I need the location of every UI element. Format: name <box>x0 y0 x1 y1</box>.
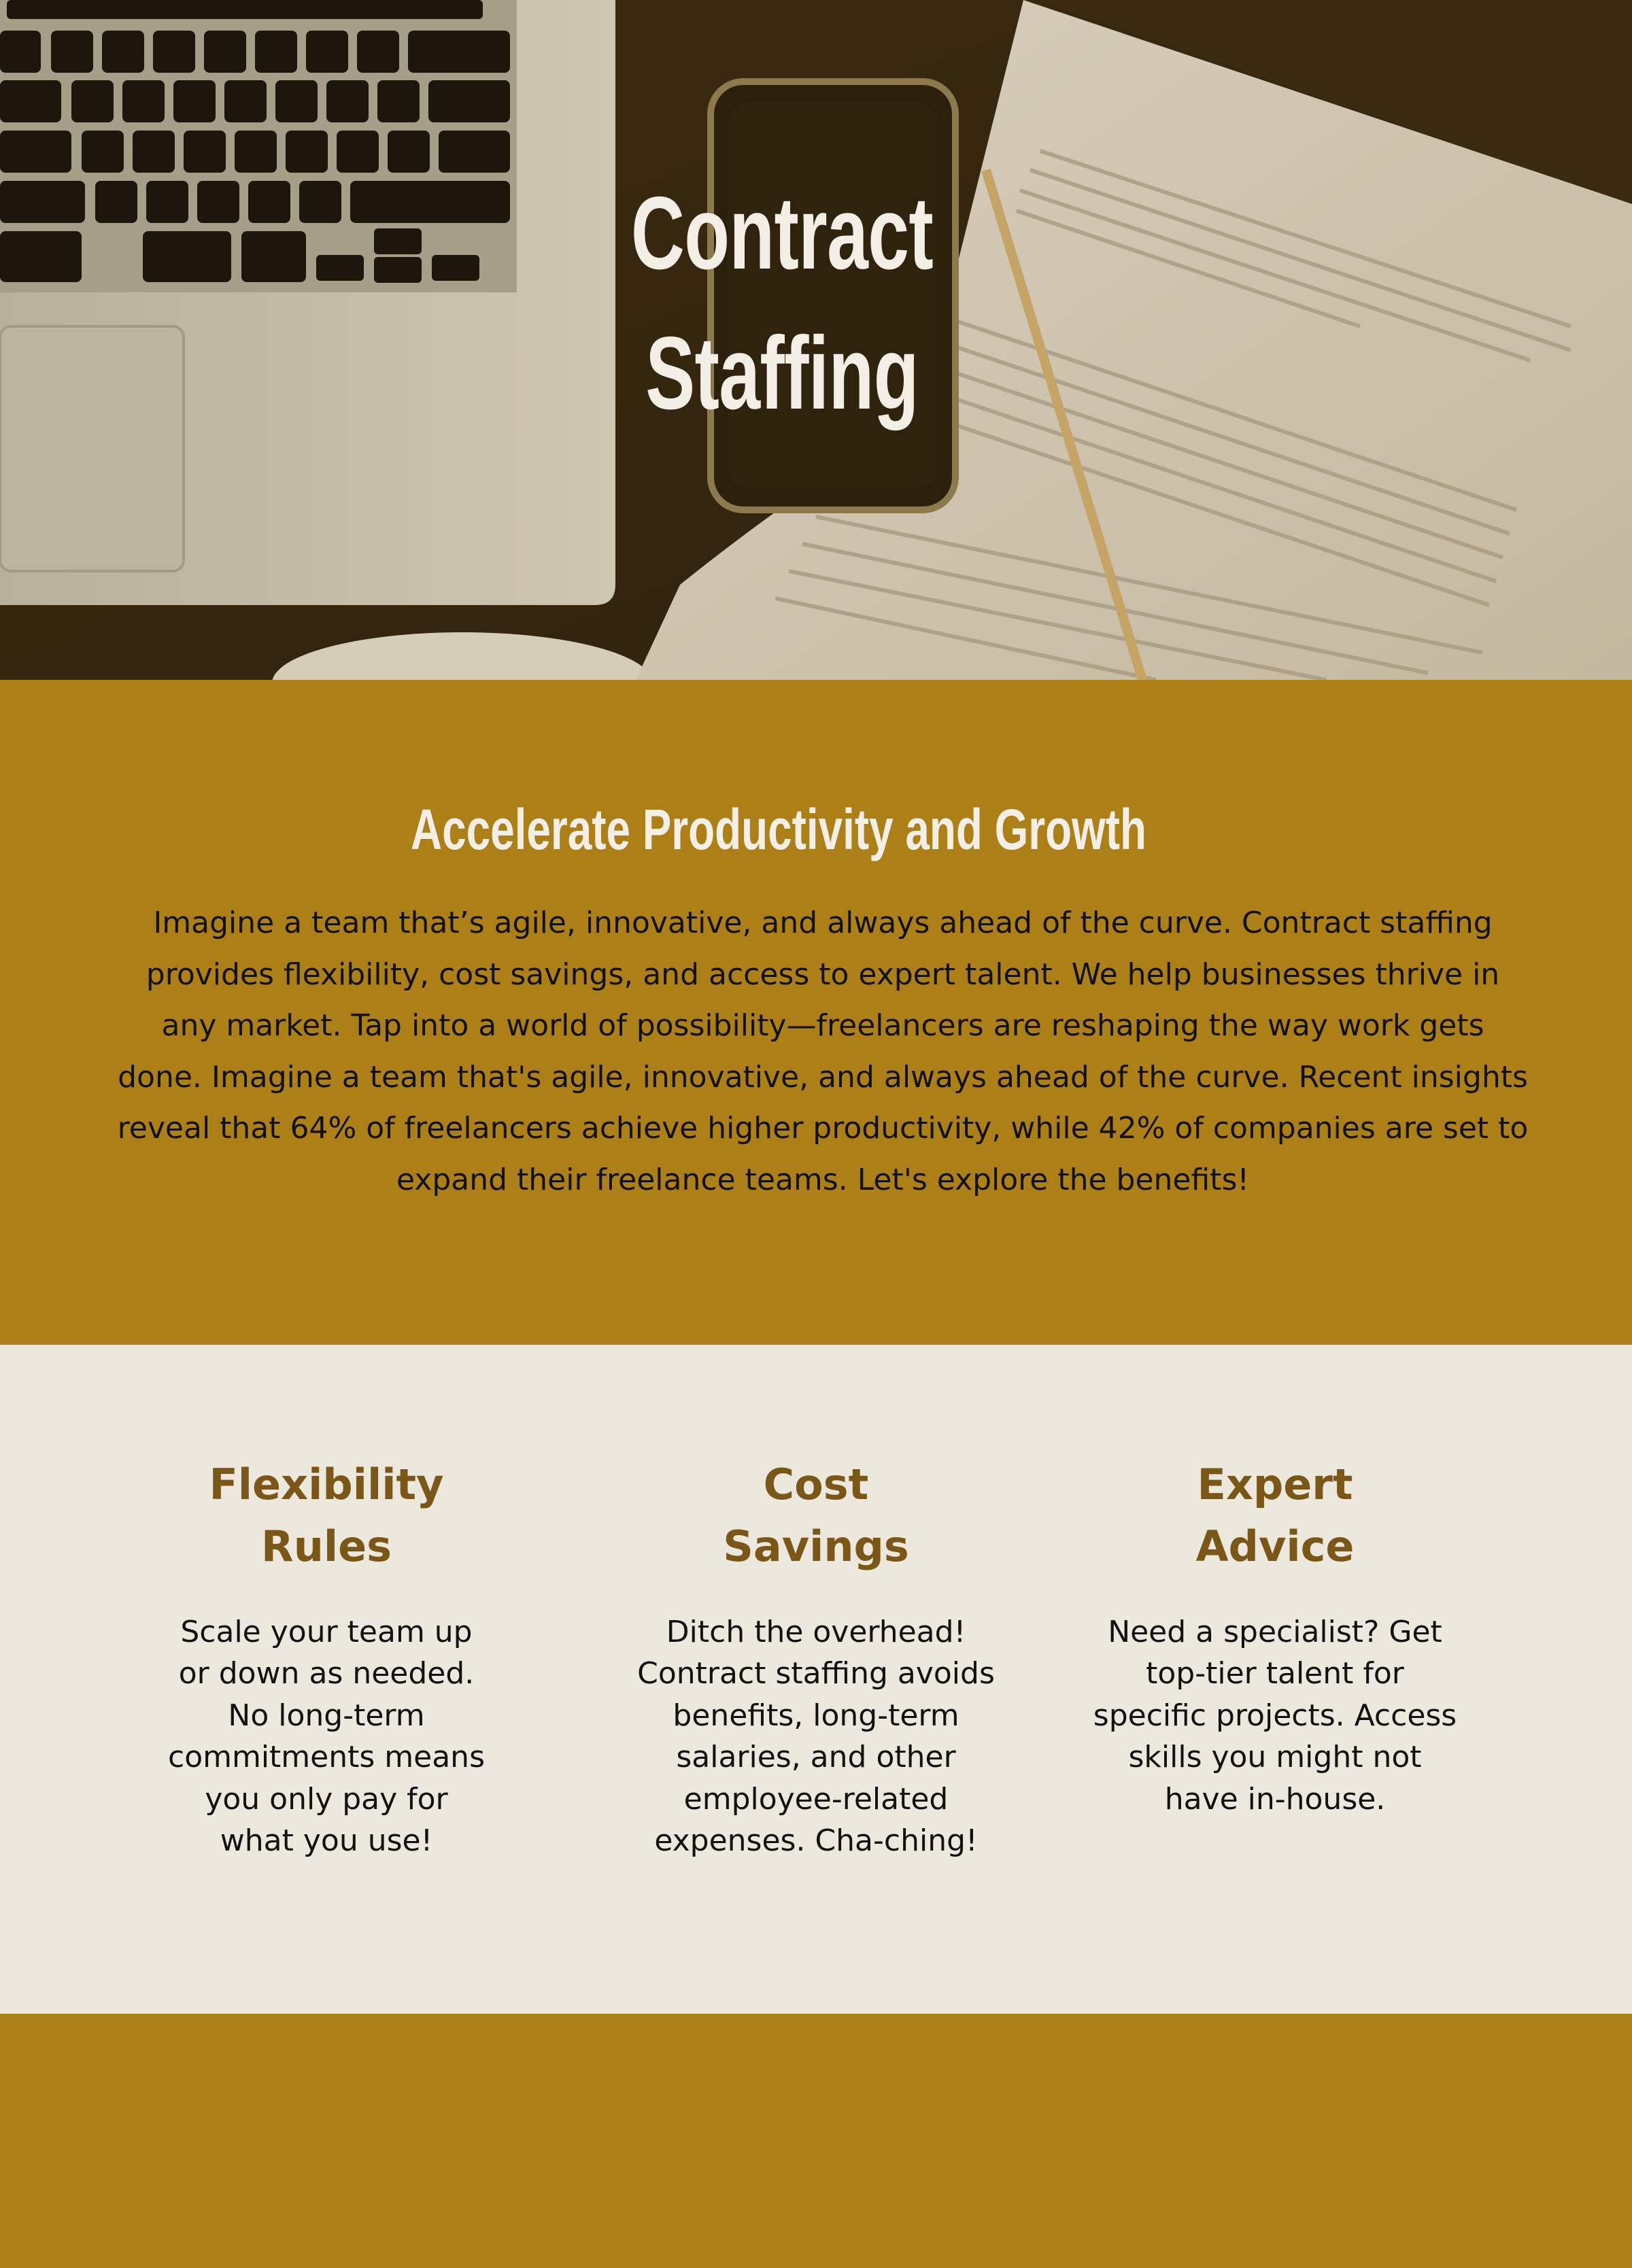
feature-title-line: Savings <box>723 1522 909 1571</box>
features-section <box>0 1345 1632 2014</box>
feature-description <box>116 1611 537 1861</box>
feature-text-line: benefits, long-term <box>673 1698 959 1733</box>
feature-text-line: No long-term <box>228 1698 425 1733</box>
feature-text-line: Ditch the overhead! <box>666 1615 966 1649</box>
feature-description <box>1064 1611 1486 1820</box>
feature-title-line: Advice <box>1195 1522 1355 1571</box>
feature-text-line: expenses. Cha-ching! <box>654 1823 978 1859</box>
feature-text-line: commitments means <box>168 1740 485 1775</box>
feature-text-line: what you use! <box>220 1823 433 1859</box>
feature-title-line: Expert <box>1197 1460 1353 1509</box>
feature-text-line: employee-related <box>683 1781 949 1817</box>
intro-paragraph: Imagine a team that’s agile, innovative, and always ahead of the curve. Contract staffing provides flexibility, cost savings, and access to expert talent. We help businesses thrive in any market. Tap into a world of possibility—freelancers are reshaping the way work gets done. Imagine a team that's agile, innovative, and always ahead of the curve. Recent insights reveal that 64% of freelancers achieve higher productivity, while 42% of companies are set to expand their freelance teams. Let's explore the benefits! <box>117 906 1529 1197</box>
feature-cost-savings <box>605 1454 1027 1861</box>
intro-section <box>0 680 1632 1345</box>
hero-title <box>219 163 1345 443</box>
feature-text-line: specific projects. Access <box>1093 1698 1457 1733</box>
feature-text-line: skills you might not <box>1128 1740 1422 1775</box>
feature-text-line: top-tier talent for <box>1146 1656 1404 1691</box>
hero-title-line-2: Staffing <box>645 315 919 431</box>
feature-title <box>605 1454 1027 1577</box>
feature-title-line: Rules <box>260 1522 392 1571</box>
feature-text-line: or down as needed. <box>178 1656 475 1691</box>
footer-band <box>0 2014 1632 2268</box>
intro-heading: Accelerate Productivity and Growth <box>410 797 1147 861</box>
feature-expert-advice <box>1064 1454 1486 1820</box>
feature-title-line: Flexibility <box>209 1460 444 1509</box>
feature-text-line: Need a specialist? Get <box>1108 1615 1442 1649</box>
feature-text-line: Scale your team up <box>180 1615 473 1649</box>
feature-title-line: Cost <box>763 1460 869 1509</box>
feature-title <box>116 1454 537 1577</box>
hero-banner <box>0 0 1632 680</box>
feature-text-line: have in-house. <box>1164 1781 1386 1817</box>
feature-flexibility <box>116 1454 537 1861</box>
feature-text-line: Contract staffing avoids <box>637 1656 995 1691</box>
feature-text-line: you only pay for <box>205 1781 448 1817</box>
feature-title <box>1064 1454 1486 1577</box>
feature-description <box>605 1611 1027 1861</box>
feature-text-line: salaries, and other <box>676 1740 956 1775</box>
hero-title-line-1: Contract <box>630 175 934 291</box>
